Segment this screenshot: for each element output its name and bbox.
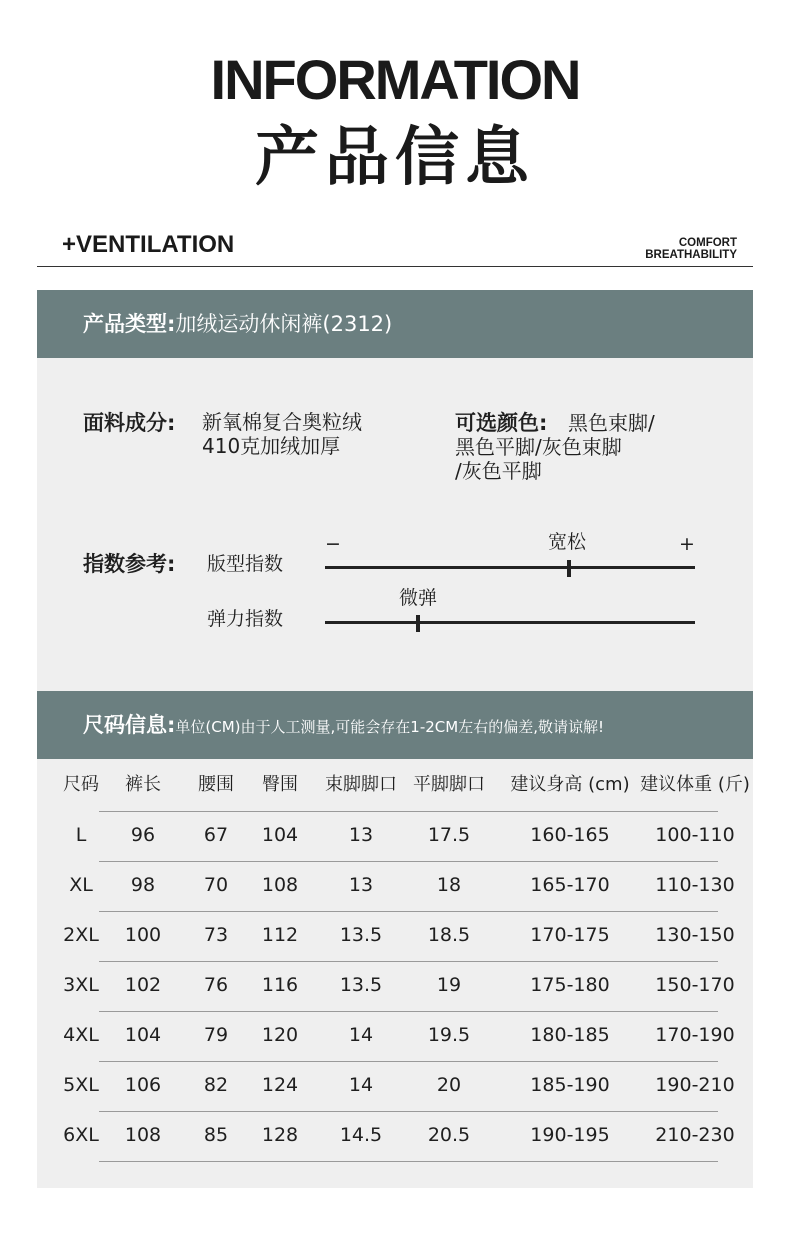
table-cell-hip: 108 xyxy=(261,874,299,896)
table-cell-size: 5XL xyxy=(63,1074,99,1096)
header-length: 裤长 xyxy=(125,774,161,795)
table-cell-waist: 73 xyxy=(203,924,229,946)
size-info-note: 单位(CM)由于人工测量,可能会存在1-2CM左右的偏差,敬请谅解! xyxy=(175,718,604,736)
table-cell-length: 106 xyxy=(124,1074,162,1096)
table-cell-hip: 116 xyxy=(261,974,299,996)
header-size: 尺码 xyxy=(63,774,99,795)
product-type-label: 产品类型: xyxy=(83,312,176,336)
table-cell-height: 165-170 xyxy=(530,874,610,896)
table-cell-hip: 120 xyxy=(261,1024,299,1046)
comfort-tag-line2: BREATHABILITY xyxy=(645,249,737,261)
table-cell-hip: 124 xyxy=(261,1074,299,1096)
fit-index-marker xyxy=(567,560,571,577)
fabric-value-line1: 新氧棉复合奥粒绒 xyxy=(202,410,362,434)
fit-index-value: 宽松 xyxy=(548,531,587,553)
comfort-tag-line1: COMFORT xyxy=(678,237,737,249)
table-cell-weight: 150-170 xyxy=(655,974,735,996)
header-hip: 臀围 xyxy=(262,774,298,795)
stretch-index-marker xyxy=(416,615,420,632)
comfort-tag xyxy=(645,237,737,261)
row-divider xyxy=(99,911,718,912)
table-cell-height: 180-185 xyxy=(530,1024,610,1046)
table-cell-length: 104 xyxy=(124,1024,162,1046)
header-waist: 腰围 xyxy=(198,774,234,795)
table-cell-straight-hem: 17.5 xyxy=(427,824,471,846)
table-cell-straight-hem: 20 xyxy=(436,1074,462,1096)
table-cell-length: 96 xyxy=(130,824,156,846)
table-cell-weight: 130-150 xyxy=(655,924,735,946)
table-cell-cuffed-hem: 13 xyxy=(348,874,374,896)
header-height: 建议身高 (cm) xyxy=(510,774,630,795)
table-cell-length: 102 xyxy=(124,974,162,996)
table-cell-height: 175-180 xyxy=(530,974,610,996)
table-cell-hip: 112 xyxy=(261,924,299,946)
product-type-bar xyxy=(37,290,753,358)
row-divider xyxy=(99,1011,718,1012)
table-cell-length: 100 xyxy=(124,924,162,946)
table-cell-weight: 190-210 xyxy=(655,1074,735,1096)
table-cell-length: 108 xyxy=(124,1124,162,1146)
colors-line1: 黑色束脚/ xyxy=(568,411,655,435)
row-divider xyxy=(99,861,718,862)
fabric-value-line2: 410克加绒加厚 xyxy=(202,434,341,458)
fit-index-label: 版型指数 xyxy=(207,553,284,575)
fabric-value xyxy=(202,410,362,458)
table-cell-weight: 110-130 xyxy=(655,874,735,896)
table-cell-weight: 170-190 xyxy=(655,1024,735,1046)
table-cell-weight: 210-230 xyxy=(655,1124,735,1146)
table-cell-hip: 128 xyxy=(261,1124,299,1146)
scale-plus: + xyxy=(679,533,695,555)
header-cuffed-hem: 束脚脚口 xyxy=(325,774,397,795)
table-cell-size: 3XL xyxy=(63,974,99,996)
colors-line3: /灰色平脚 xyxy=(455,459,542,483)
table-cell-size: 6XL xyxy=(63,1124,99,1146)
row-divider xyxy=(99,961,718,962)
fit-index-scale xyxy=(325,566,695,569)
table-cell-straight-hem: 18.5 xyxy=(427,924,471,946)
index-label: 指数参考: xyxy=(83,552,176,576)
table-cell-straight-hem: 19 xyxy=(436,974,462,996)
table-cell-cuffed-hem: 13.5 xyxy=(339,924,383,946)
table-cell-cuffed-hem: 14.5 xyxy=(339,1124,383,1146)
stretch-index-label: 弹力指数 xyxy=(207,608,284,630)
table-cell-height: 170-175 xyxy=(530,924,610,946)
table-cell-waist: 79 xyxy=(203,1024,229,1046)
table-cell-cuffed-hem: 14 xyxy=(348,1074,374,1096)
table-cell-hip: 104 xyxy=(261,824,299,846)
table-cell-height: 190-195 xyxy=(530,1124,610,1146)
size-info-label: 尺码信息: xyxy=(83,713,176,737)
product-type-value: 加绒运动休闲裤(2312) xyxy=(175,312,393,336)
table-cell-waist: 67 xyxy=(203,824,229,846)
table-cell-cuffed-hem: 13 xyxy=(348,824,374,846)
table-cell-cuffed-hem: 14 xyxy=(348,1024,374,1046)
fabric-label: 面料成分: xyxy=(83,411,176,435)
row-divider xyxy=(99,1061,718,1062)
page-title-en: INFORMATION xyxy=(210,48,580,111)
table-cell-waist: 82 xyxy=(203,1074,229,1096)
stretch-index-scale xyxy=(325,621,695,624)
header-weight: 建议体重 (斤) xyxy=(640,774,750,795)
table-cell-straight-hem: 20.5 xyxy=(427,1124,471,1146)
table-cell-height: 185-190 xyxy=(530,1074,610,1096)
table-cell-waist: 76 xyxy=(203,974,229,996)
table-cell-weight: 100-110 xyxy=(655,824,735,846)
table-cell-straight-hem: 18 xyxy=(436,874,462,896)
page-title-cn: 产品信息 xyxy=(255,121,535,195)
stretch-index-value: 微弹 xyxy=(399,587,438,609)
row-divider xyxy=(99,1161,718,1162)
size-info-bar xyxy=(37,691,753,759)
table-cell-waist: 70 xyxy=(203,874,229,896)
colors-line2: 黑色平脚/灰色束脚 xyxy=(455,435,622,459)
table-cell-size: 4XL xyxy=(63,1024,99,1046)
table-cell-height: 160-165 xyxy=(530,824,610,846)
colors-label: 可选颜色: xyxy=(455,411,548,435)
ventilation-tag: +VENTILATION xyxy=(62,231,235,258)
table-cell-waist: 85 xyxy=(203,1124,229,1146)
header-straight-hem: 平脚脚口 xyxy=(413,774,485,795)
table-cell-straight-hem: 19.5 xyxy=(427,1024,471,1046)
row-divider xyxy=(99,811,718,812)
table-cell-size: 2XL xyxy=(63,924,99,946)
row-divider xyxy=(99,1111,718,1112)
table-cell-size: L xyxy=(75,824,87,846)
table-cell-cuffed-hem: 13.5 xyxy=(339,974,383,996)
table-cell-size: XL xyxy=(69,874,93,896)
header-divider xyxy=(37,266,753,267)
table-cell-length: 98 xyxy=(130,874,156,896)
scale-minus: − xyxy=(325,533,341,555)
